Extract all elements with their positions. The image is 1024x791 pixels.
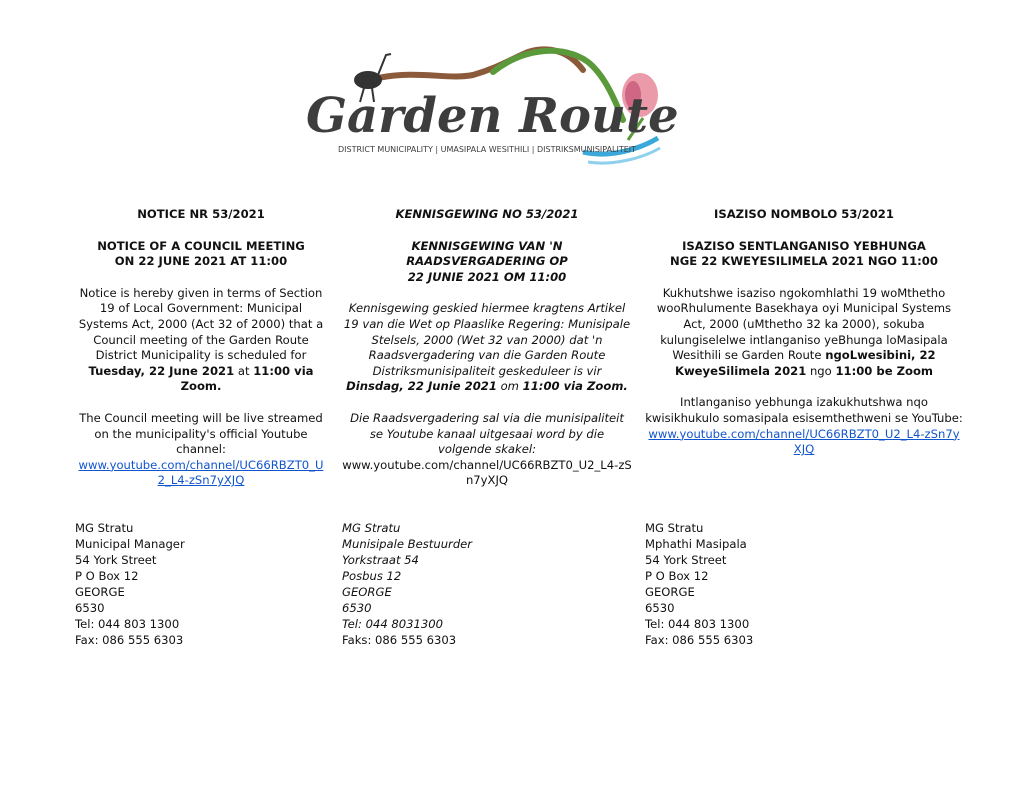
english-notice-column <box>75 207 327 489</box>
address-line: Fax: 086 555 6303 <box>75 633 184 647</box>
xhosa-address-block <box>645 520 753 648</box>
notice-paragraph-text: Kukhutshwe isaziso ngokomhlathi 19 woMthetho wooRhulumente Basekhaya oyi Municipal Systems Act, 2000 (uMthetho 32 ka 2000), sokuba kulungiselelwe intlanganiso yeBhunga loMasipala Wesithili se Garden Route <box>656 285 952 363</box>
meeting-time: 11:00 via Zoom. <box>522 379 628 394</box>
notice-number: ISAZISO NOMBOLO 53/2021 <box>714 207 894 221</box>
notice-paragraph-connector: ngo <box>809 363 832 378</box>
stream-paragraph: Die Raadsvergadering sal via die munisipaliteit se Youtube kanaal uitgesaai word by die volgende skakel: <box>350 410 624 457</box>
notice-heading-line2: RAADSVERGADERING OP <box>406 254 568 269</box>
meeting-date: Tuesday, 22 June 2021 <box>88 363 235 378</box>
address-line: Yorkstraat 54 <box>342 553 419 567</box>
notice-paragraph <box>342 301 632 395</box>
notice-heading-line1: ISAZISO SENTLANGANISO YEBHUNGA <box>682 238 926 253</box>
logo-subtitle: DISTRICT MUNICIPALITY | UMASIPALA WESITHILI | DISTRIKSMUNISIPALITEIT <box>338 145 637 154</box>
address-line: Tel: 044 8031300 <box>342 617 444 631</box>
youtube-link[interactable]: www.youtube.com/channel/UC66RBZT0_U2_L4-zSn7yXJQ <box>648 426 960 457</box>
address-line: Munisipale Bestuurder <box>342 537 473 551</box>
youtube-link[interactable]: www.youtube.com/channel/UC66RBZT0_U2_L4-zSn7yXJQ <box>342 457 632 488</box>
address-line: Fax: 086 555 6303 <box>645 633 754 647</box>
address-line: 6530 <box>645 601 675 615</box>
address-line: P O Box 12 <box>645 569 709 583</box>
address-line: 6530 <box>75 601 105 615</box>
meeting-time: 11:00 be Zoom <box>835 363 934 378</box>
notice-heading-line2: ON 22 JUNE 2021 AT 11:00 <box>114 254 288 269</box>
address-line: Posbus 12 <box>342 569 402 583</box>
xhosa-notice-column <box>645 207 963 458</box>
address-line: GEORGE <box>645 585 695 599</box>
notice-heading-line2: NGE 22 KWEYESILIMELA 2021 NGO 11:00 <box>670 254 938 269</box>
notice-heading-line3: 22 JUNIE 2021 OM 11:00 <box>407 269 567 284</box>
logo-graphic <box>298 40 678 180</box>
notice-paragraph-connector: om <box>500 379 519 394</box>
youtube-link[interactable]: www.youtube.com/channel/UC66RBZT0_U2_L4-zSn7yXJQ <box>78 457 324 488</box>
address-line: Mphathi Masipala <box>645 537 747 551</box>
notice-heading-line1: NOTICE OF A COUNCIL MEETING <box>97 238 305 253</box>
meeting-time: 11:00 via Zoom. <box>180 363 314 394</box>
notice-paragraph-text: Notice is hereby given in terms of Section 19 of Local Government: Municipal Systems Act, 2000 (Act 32 of 2000) that a Council meeting of the Garden Route District Municipality is scheduled for <box>78 285 324 363</box>
stream-paragraph: The Council meeting will be live streamed on the municipality's official Youtube channel: <box>79 410 323 457</box>
address-line: GEORGE <box>342 585 392 599</box>
notice-paragraph-text: Kennisgewing geskied hiermee kragtens Artikel 19 van die Wet op Plaaslike Regering: Munisipale Stelsels, 2000 (Wet 32 van 2000) dat 'n Raadsvergadering van die Garden Route Distriksmunisipaliteit geskeduleer is vir <box>343 301 631 378</box>
address-line: 54 York Street <box>75 553 157 567</box>
notice-paragraph <box>75 286 327 395</box>
address-line: Tel: 044 803 1300 <box>645 617 750 631</box>
afrikaans-notice-column <box>342 207 632 489</box>
meeting-date: Dinsdag, 22 Junie 2021 <box>346 379 497 394</box>
address-line: P O Box 12 <box>75 569 139 583</box>
notice-paragraph <box>645 286 963 380</box>
english-address-block <box>75 520 185 648</box>
notice-heading-line1: KENNISGEWING VAN 'N <box>411 238 563 253</box>
address-line: MG Stratu <box>645 521 704 535</box>
address-line: 6530 <box>342 601 372 615</box>
address-line: Municipal Manager <box>75 537 185 551</box>
logo-title: Garden Route <box>306 88 678 144</box>
address-line: 54 York Street <box>645 553 727 567</box>
notice-paragraph-connector: at <box>237 363 250 378</box>
address-fax: Faks: 086 555 6303 <box>342 633 457 647</box>
notice-number: NOTICE NR 53/2021 <box>137 207 265 221</box>
notice-number: KENNISGEWING NO 53/2021 <box>395 207 579 221</box>
stream-paragraph: Intlanganiso yebhunga izakukhutshwa nqo kwisikhukulo somasipala esisemthethweni se YouTube: <box>645 395 963 425</box>
address-line: MG Stratu <box>342 521 401 535</box>
afrikaans-address-block <box>342 520 472 648</box>
garden-route-logo <box>298 40 678 180</box>
meeting-date: ngoLwesibini, 22 KweyeSilimela 2021 <box>674 348 936 378</box>
address-line: MG Stratu <box>75 521 134 535</box>
address-line: GEORGE <box>75 585 125 599</box>
address-line: Tel: 044 803 1300 <box>75 617 180 631</box>
